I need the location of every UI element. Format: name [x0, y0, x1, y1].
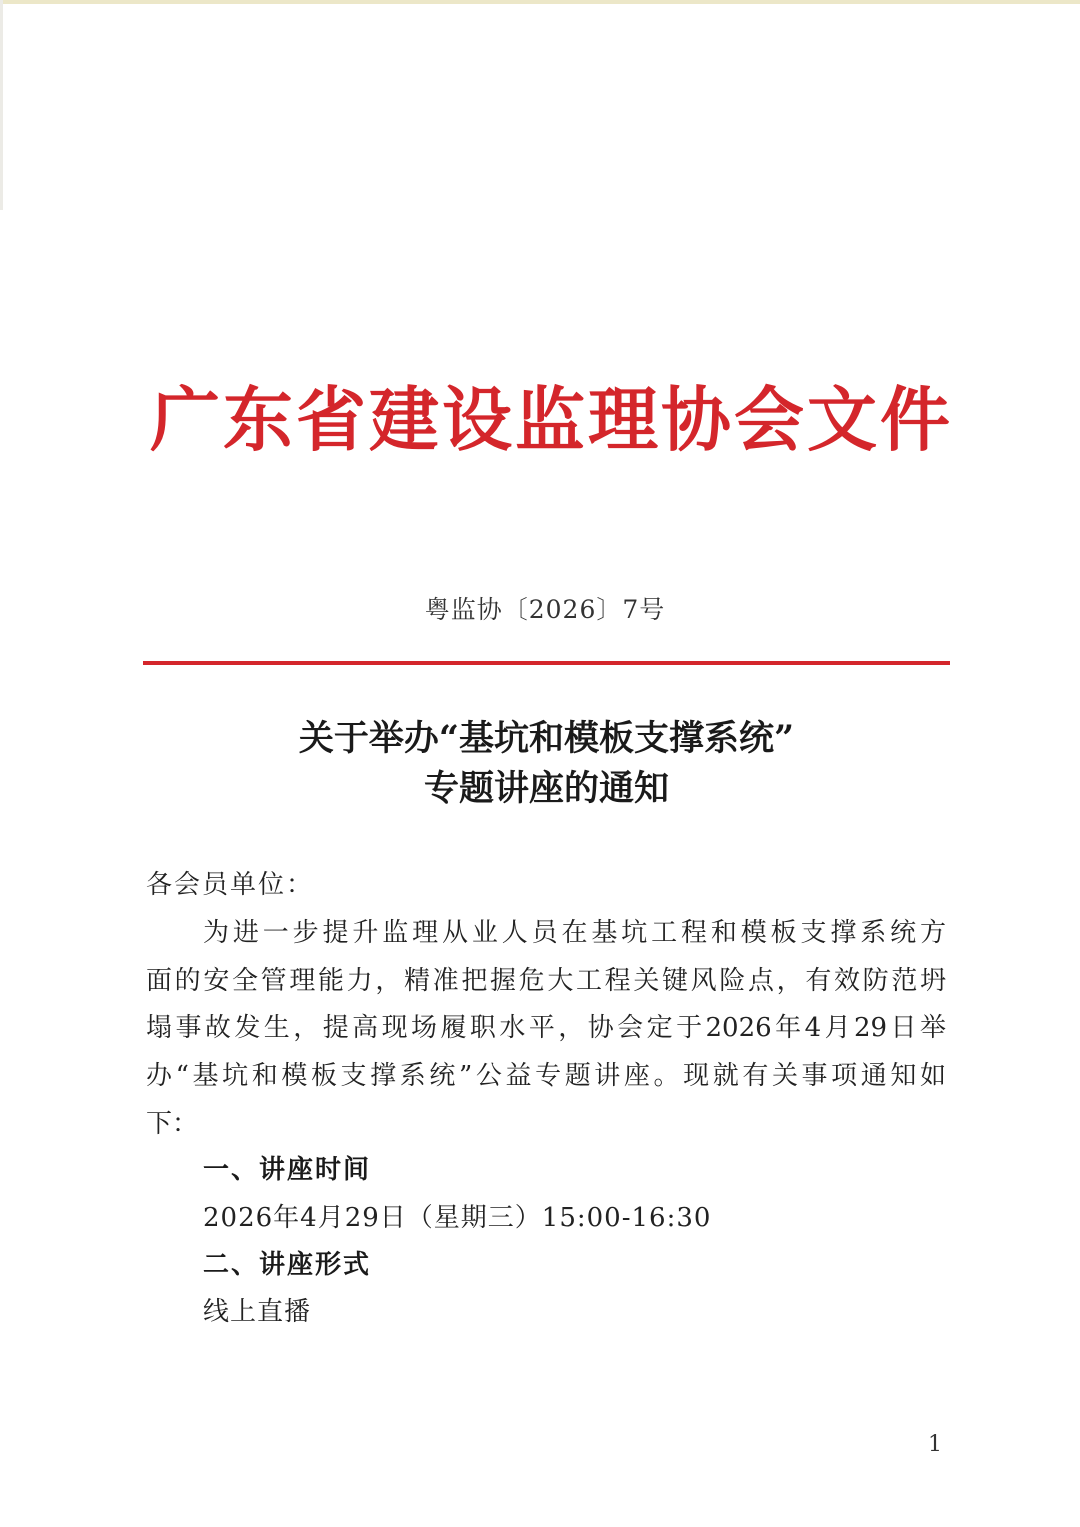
section-heading-lecture-format: 二、讲座形式	[203, 1250, 372, 1280]
document-title-line-2: 专题讲座的通知	[423, 768, 669, 809]
scan-top-edge	[0, 0, 1080, 4]
body-line-5: 下：	[146, 1109, 199, 1139]
body-line-4: 办“基坑和模板支撑系统”公益专题讲座。现就有关事项通知如	[146, 1061, 946, 1091]
body-line-3: 塌事故发生，提高现场履职水平，协会定于2026年4月29日举	[146, 1013, 946, 1043]
page-number: 1	[928, 1432, 942, 1457]
section-heading-lecture-time: 一、讲座时间	[203, 1155, 372, 1185]
body-line-1: 为进一步提升监理从业人员在基坑工程和模板支撑系统方	[203, 918, 946, 948]
document-number: 粤监协〔2026〕7号	[424, 595, 666, 624]
document-title-line-1: 关于举办“基坑和模板支撑系统”	[298, 718, 795, 759]
lecture-format-value: 线上直播	[203, 1297, 312, 1327]
body-line-2: 面的安全管理能力，精准把握危大工程关键风险点，有效防范坍	[146, 966, 946, 996]
scan-left-edge	[0, 0, 3, 210]
salutation: 各会员单位：	[146, 870, 315, 900]
document-title	[143, 714, 950, 814]
lecture-time-value: 2026年4月29日（星期三）15:00-16:30	[203, 1203, 712, 1233]
issuer-masthead: 广东省建设监理协会文件	[150, 378, 953, 461]
red-separator-line	[143, 661, 950, 665]
